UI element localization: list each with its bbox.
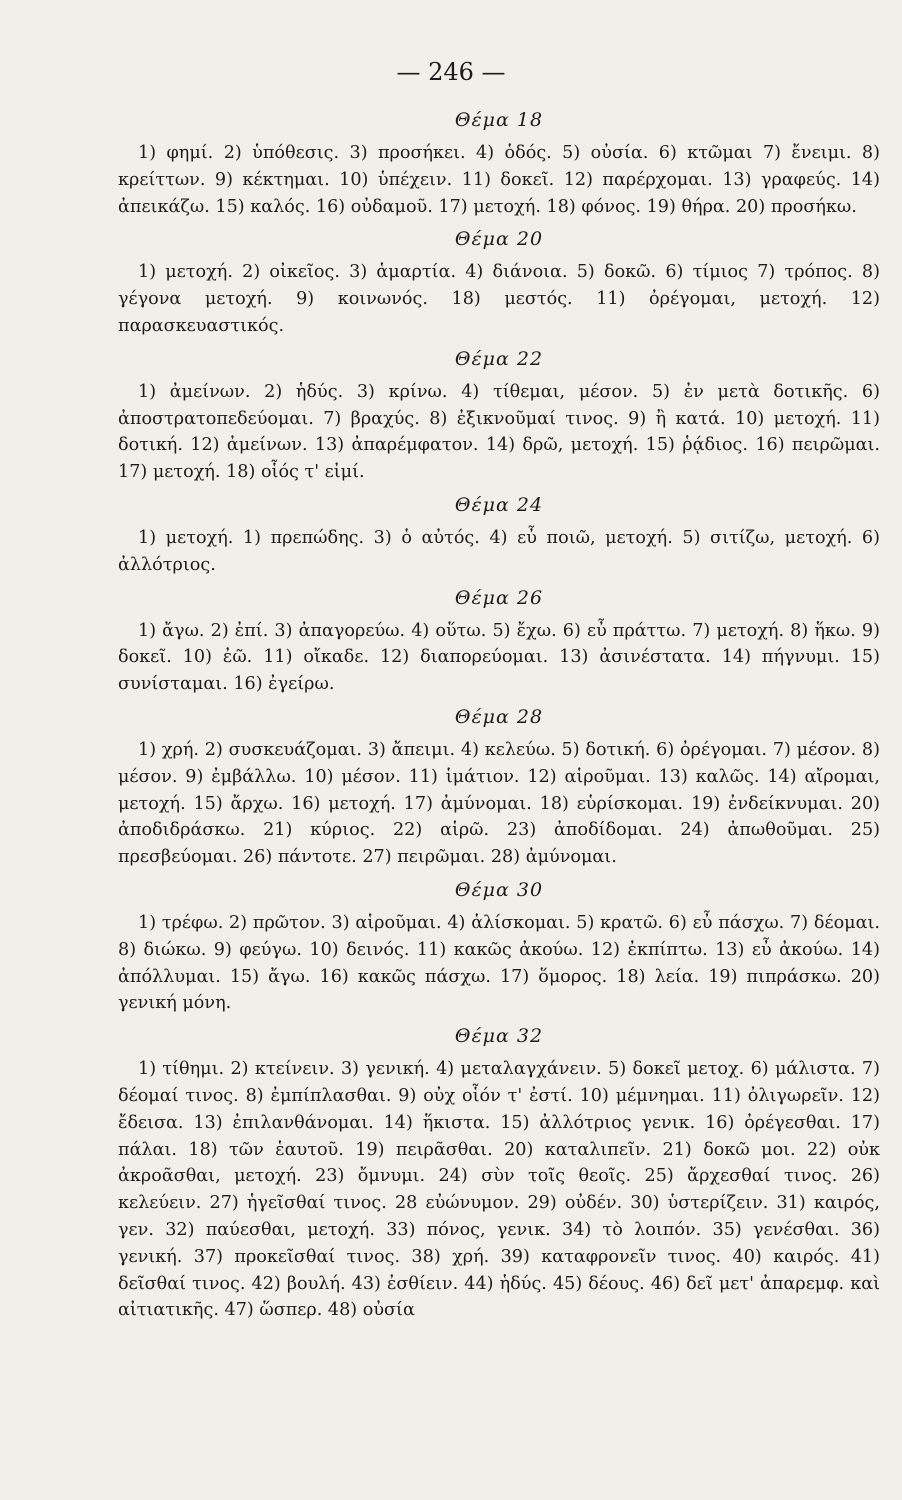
section-22 bbox=[118, 347, 880, 486]
section-heading: Θέμα 32 bbox=[454, 1025, 544, 1048]
section-20 bbox=[118, 227, 880, 339]
section-text: 1) τίθημι. 2) κτείνειν. 3) γενική. 4) μεταλαγχάνειν. 5) δοκεῖ μετοχ. 6) μάλιστα. 7) δέομαί τινος. 8) ἐμπίπλασθαι. 9) οὐχ οἷόν τ' ἐστί. 10) μέμνημαι. 11) ὀλιγωρεῖν. 12) ἔδεισα. 13) ἐπιλανθάνομαι. 14) ἥκιστα. 15) ἀλλότριος γενικ. 16) ὀρέγεσθαι. 17) πάλαι. 18) τῶν ἑαυτοῦ. 19) πειρᾶσθαι. 20) καταλιπεῖν. 21) δοκῶ μοι. 22) οὐκ ἀκροᾶσθαι, μετοχή. 23) ὄμνυμι. 24) σὺν τοῖς θεοῖς. 25) ἄρχεσθαί τινος. 26) κελεύειν. 27) ἡγεῖσθαί τινος. 28 εὐώνυμον. 29) οὐδέν. 30) ὑστερίζειν. 31) καιρός, γεν. 32) παύεσθαι, μετοχή. 33) πόνος, γενικ. 34) τὸ λοιπόν. 35) γενέσθαι. 36) γενική. 37) προκεῖσθαί τινος. 38) χρή. 39) καταφρονεῖν τινος. 40) καιρός. 41) δεῖσθαί τινος. 42) βουλή. 43) ἐσθίειν. 44) ἡδύς. 45) δέους. 46) δεῖ μετ' ἀπαρεμφ. καὶ αἰτιατικῆς. 47) ὥσπερ. 48) οὐσία bbox=[118, 1059, 880, 1321]
section-text: 1) μετοχή. 2) οἰκεῖος. 3) ἁμαρτία. 4) διάνοια. 5) δοκῶ. 6) τίμιος 7) τρόπος. 8) γέγονα μετοχή. 9) κοινωνός. 18) μεστός. 11) ὀρέγομαι, μετοχή. 12) παρασκευαστικός. bbox=[118, 262, 880, 336]
section-28 bbox=[118, 705, 880, 871]
section-heading: Θέμα 22 bbox=[454, 347, 544, 370]
section-18 bbox=[118, 108, 880, 220]
section-26 bbox=[118, 586, 880, 698]
section-32 bbox=[118, 1024, 880, 1324]
section-24 bbox=[118, 493, 880, 579]
section-text: 1) ἀμείνων. 2) ἡδύς. 3) κρίνω. 4) τίθεμαι, μέσον. 5) ἐν μετὰ δοτικῆς. 6) ἀποστρατοπεδεύομαι. 7) βραχύς. 8) ἐξικνοῦμαί τινος. 9) ἢ κατά. 10) μετοχή. 11) δοτική. 12) ἀμείνων. 13) ἀπαρέμφατον. 14) δρῶ, μετοχή. 15) ῥᾴδιος. 16) πειρῶμαι. 17) μετοχή. 18) οἷός τ' εἰμί. bbox=[118, 381, 880, 483]
section-heading: Θέμα 18 bbox=[454, 109, 544, 131]
section-30 bbox=[118, 878, 880, 1017]
section-heading: Θέμα 28 bbox=[454, 705, 544, 728]
section-text: 1) ἄγω. 2) ἐπί. 3) ἀπαγορεύω. 4) οὕτω. 5) ἔχω. 6) εὖ πράττω. 7) μετοχή. 8) ἥκω. 9) δοκεῖ. 10) ἐῶ. 11) οἴκαδε. 12) διαπορεύομαι. 13) ἀσινέστατα. 14) πήγνυμι. 15) συνίσταμαι. 16) ἐγείρω. bbox=[118, 620, 880, 695]
section-text: 1) χρή. 2) συσκευάζομαι. 3) ἄπειμι. 4) κελεύω. 5) δοτική. 6) ὀρέγομαι. 7) μέσον. 8) μέσον. 9) ἐμβάλλω. 10) μέσον. 11) ἱμάτιον. 12) αἱροῦμαι. 13) καλῶς. 14) αἴρομαι, μετοχή. 15) ἄρχω. 16) μετοχή. 17) ἀμύνομαι. 18) εὑρίσκομαι. 19) ἐνδείκνυμαι. 20) ἀποδιδράσκω. 21) κύριος. 22) αἱρῶ. 23) ἀποδίδομαι. 24) ἀπωθοῦμαι. 25) πρεσβεύομαι. 26) πάντοτε. 27) πειρῶμαι. 28) ἀμύνομαι. bbox=[118, 739, 880, 868]
page-content bbox=[118, 108, 880, 1331]
section-text: 1) τρέφω. 2) πρῶτον. 3) αἱροῦμαι. 4) ἁλίσκομαι. 5) κρατῶ. 6) εὖ πάσχω. 7) δέομαι. 8) διώκω. 9) φεύγω. 10) δεινός. 11) κακῶς ἀκούω. 12) ἐκπίπτω. 13) εὖ ἀκούω. 14) ἀπόλλυμαι. 15) ἄγω. 16) κακῶς πάσχω. 17) ὅμορος. 18) λεία. 19) πιπράσκω. 20) γενική μόνη. bbox=[118, 912, 880, 1014]
section-heading: Θέμα 26 bbox=[454, 586, 544, 609]
page-number: — 246 — bbox=[396, 58, 506, 86]
section-text: 1) φημί. 2) ὑπόθεσις. 3) προσήκει. 4) ὁδός. 5) οὐσία. 6) κτῶμαι 7) ἔνειμι. 8) κρείττων. 9) κέκτημαι. 10) ὑπέχειν. 11) δοκεῖ. 12) παρέρχομαι. 13) γραφεύς. 14) ἀπεικάζω. 15) καλός. 16) οὐδαμοῦ. 17) μετοχή. 18) φόνος. 19) θήρα. 20) προσήκω. bbox=[118, 143, 880, 217]
section-heading: Θέμα 30 bbox=[454, 878, 544, 901]
section-heading: Θέμα 24 bbox=[454, 493, 544, 516]
section-text: 1) μετοχή. 1) πρεπώδης. 3) ὁ αὐτός. 4) εὖ ποιῶ, μετοχή. 5) σιτίζω, μετοχή. 6) ἀλλότριος. bbox=[118, 527, 880, 575]
section-heading: Θέμα 20 bbox=[454, 228, 544, 251]
